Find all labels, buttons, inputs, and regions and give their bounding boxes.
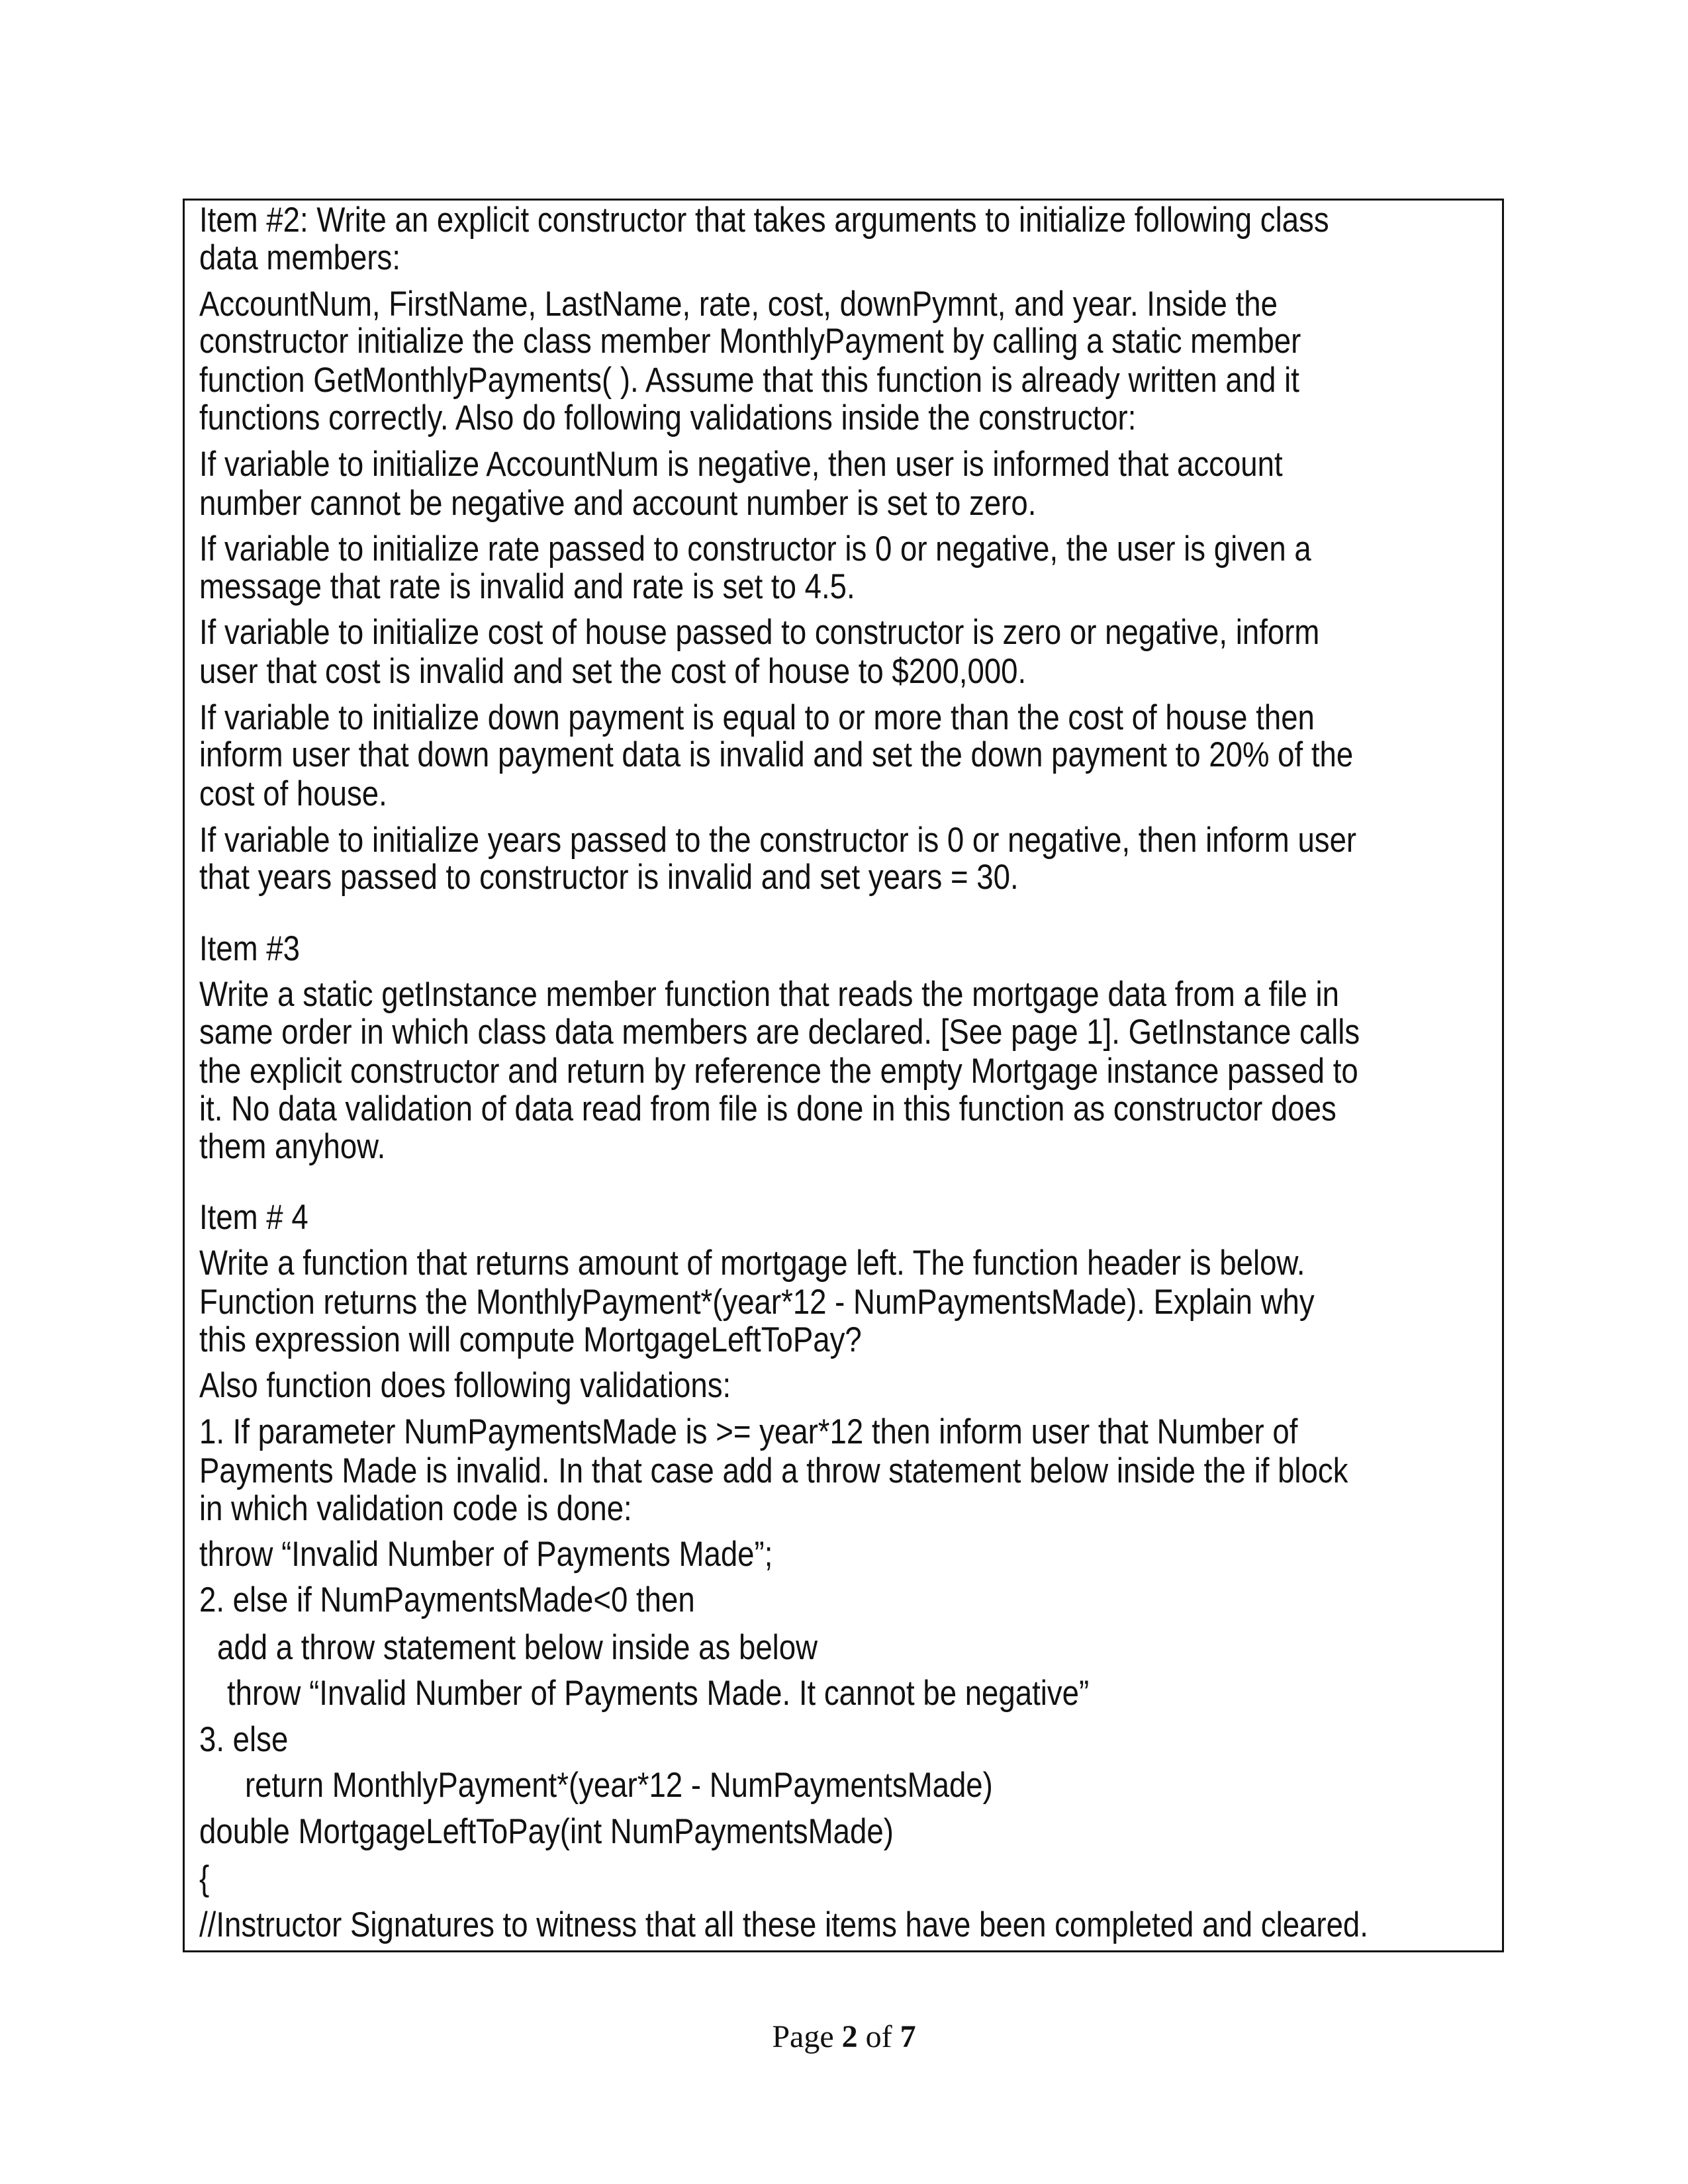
text-line: constructor initialize the class member MonthlyPayment by calling a static member — [199, 322, 1301, 361]
page-of: of — [857, 2019, 900, 2054]
text-line: them anyhow. — [199, 1127, 386, 1166]
text-line: If variable to initialize years passed to the constructor is 0 or negative, then inform user — [199, 821, 1357, 860]
text-line: inform user that down payment data is invalid and set the down payment to 20% of the — [199, 735, 1354, 774]
text-line: If variable to initialize cost of house passed to constructor is zero or negative, inform — [199, 613, 1320, 652]
page-number — [0, 2019, 1688, 2055]
code-line: throw “Invalid Number of Payments Made. It cannot be negative” — [227, 1674, 1090, 1713]
code-line: 2. else if NumPaymentsMade<0 then — [199, 1580, 695, 1619]
text-line: 1. If parameter NumPaymentsMade is >= year*12 then inform user that Number of — [199, 1412, 1298, 1451]
page-total: 7 — [900, 2019, 916, 2054]
text-line: that years passed to constructor is invalid and set years = 30. — [199, 858, 1019, 897]
text-line: same order in which class data members are declared. [See page 1]. GetInstance calls — [199, 1013, 1360, 1052]
code-line: double MortgageLeftToPay(int NumPaymentsMade) — [199, 1812, 894, 1851]
text-line: Function returns the MonthlyPayment*(year*12 - NumPaymentsMade). Explain why — [199, 1283, 1315, 1322]
text-line: Write a function that returns amount of mortgage left. The function header is below. — [199, 1244, 1305, 1283]
text-line: Item #2: Write an explicit constructor that takes arguments to initialize following class — [199, 201, 1329, 240]
item-heading: Item #3 — [199, 929, 301, 968]
text-line: If variable to initialize down payment is equal to or more than the cost of house then — [199, 698, 1315, 737]
text-line: function GetMonthlyPayments( ). Assume that this function is already written and it — [199, 361, 1299, 400]
code-line: add a throw statement below inside as below — [217, 1628, 818, 1667]
text-line: user that cost is invalid and set the cost of house to $200,000. — [199, 652, 1027, 691]
item-heading: Item # 4 — [199, 1198, 308, 1237]
code-line: { — [199, 1859, 210, 1898]
text-line: If variable to initialize rate passed to constructor is 0 or negative, the user is given a — [199, 529, 1311, 569]
text-line: AccountNum, FirstName, LastName, rate, cost, downPymnt, and year. Inside the — [199, 285, 1278, 324]
text-line: //Instructor Signatures to witness that all these items have been completed and cleared. — [199, 1905, 1368, 1944]
page-current: 2 — [841, 2019, 858, 2054]
text-line: in which validation code is done: — [199, 1489, 632, 1528]
text-line: the explicit constructor and return by reference the empty Mortgage instance passed to — [199, 1052, 1358, 1091]
text-line: it. No data validation of data read from file is done in this function as constructor does — [199, 1089, 1336, 1128]
text-line: cost of house. — [199, 774, 387, 813]
page-prefix: Page — [772, 2019, 842, 2054]
text-line: data members: — [199, 238, 400, 277]
code-line: throw “Invalid Number of Payments Made”; — [199, 1535, 773, 1574]
text-line: Also function does following validations: — [199, 1366, 731, 1405]
text-line: message that rate is invalid and rate is set to 4.5. — [199, 567, 855, 606]
text-line: Payments Made is invalid. In that case add a throw statement below inside the if block — [199, 1451, 1348, 1490]
text-line: Write a static getInstance member function that reads the mortgage data from a file in — [199, 975, 1339, 1014]
text-line: number cannot be negative and account number is set to zero. — [199, 484, 1037, 523]
text-line: this expression will compute MortgageLeftToPay? — [199, 1320, 862, 1359]
code-line: return MonthlyPayment*(year*12 - NumPaymentsMade) — [245, 1766, 993, 1805]
text-line: If variable to initialize AccountNum is negative, then user is informed that account — [199, 445, 1283, 484]
text-line: functions correctly. Also do following validations inside the constructor: — [199, 398, 1137, 437]
code-line: 3. else — [199, 1720, 289, 1759]
